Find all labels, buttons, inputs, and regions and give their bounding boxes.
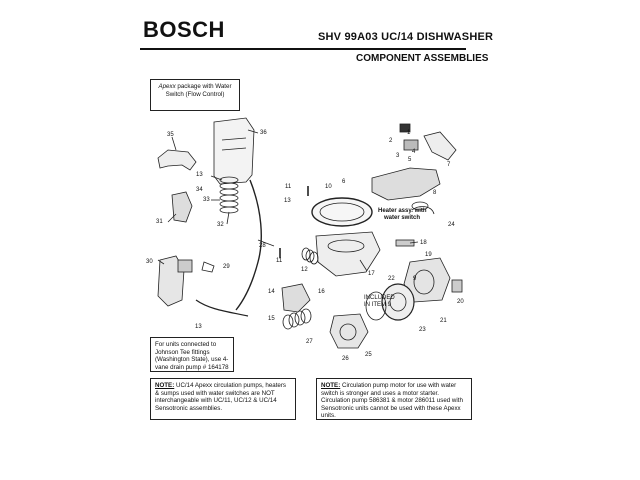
label-part-20: 20 [457, 299, 464, 305]
label-part-30: 30 [146, 259, 153, 265]
heater-label-line1: Heater assy. with [378, 208, 427, 214]
part-inlet-valve [172, 192, 192, 222]
part-spring-12 [302, 248, 318, 264]
label-part-17: 17 [368, 271, 375, 277]
part-clip [202, 262, 214, 272]
note1-text: UC/14 Apexx circulation pumps, heaters & sumps used with water switches are NOT interchangeable with UC/11, UC/12 & UC/14 Sensotronic assemblies. [155, 382, 287, 412]
label-part-27: 27 [306, 339, 313, 345]
label-part-7: 7 [447, 162, 451, 168]
label-part-1: 1 [407, 130, 411, 136]
label-part-35: 35 [167, 132, 174, 138]
label-part-25: 25 [365, 352, 372, 358]
model-title: SHV 99A03 UC/14 DISHWASHER [318, 31, 494, 43]
label-part-21: 21 [440, 318, 447, 324]
part-drain-pump [330, 314, 368, 348]
label-part-6: 6 [342, 179, 346, 185]
label-part-8: 8 [433, 190, 437, 196]
part-bracket [158, 150, 196, 170]
part-sump [316, 232, 380, 276]
label-part-34: 34 [196, 187, 203, 193]
label-part-5: 5 [408, 157, 412, 163]
johnson-tee-callout: For units connected to Johnson Tee fittings (Washington State), use 4-vane drain pump # 164178 [150, 337, 234, 372]
label-part-19: 19 [425, 252, 432, 258]
part-hose [236, 180, 261, 310]
note2-text: Circulation pump motor for use with water switch is stronger and uses a motor starter. Circulation pump 586381 & motor 286011 used with Sensotronic units cannot be used with these Apexx units. [321, 382, 463, 420]
label-part-13a: 13 [196, 172, 203, 178]
label-part-9: 9 [413, 276, 417, 282]
part-water-tank [214, 118, 254, 184]
label-part-11b: 11 [276, 258, 283, 264]
label-part-2: 2 [389, 138, 393, 144]
label-part-16: 16 [318, 289, 325, 295]
label-part-33: 33 [203, 197, 210, 203]
part-drain-valve [282, 284, 310, 312]
label-part-36: 36 [260, 130, 267, 136]
label-part-11a: 11 [285, 184, 292, 190]
label-part-26: 26 [342, 356, 349, 362]
label-part-31: 31 [156, 219, 163, 225]
part-lower-hose [196, 300, 248, 316]
brand-logo: BOSCH [143, 17, 225, 42]
section-title: COMPONENT ASSEMBLIES [356, 53, 489, 64]
part-heater-assembly [372, 168, 440, 200]
label-part-24: 24 [448, 222, 455, 228]
included-label-line1: INCLUDED [364, 295, 395, 301]
label-part-32: 32 [217, 222, 224, 228]
label-part-14: 14 [268, 289, 275, 295]
label-part-13b: 13 [195, 324, 202, 330]
apexx-prefix: Apexx [158, 83, 176, 90]
part-20 [452, 280, 462, 292]
label-part-22: 22 [388, 276, 395, 282]
label-part-23: 23 [419, 327, 426, 333]
label-part-10: 10 [325, 184, 332, 190]
part-sump-ring [312, 198, 372, 226]
included-label-line2: IN ITEM 9 [364, 302, 392, 308]
note2-label: NOTE: [321, 382, 341, 389]
label-part-13c: 13 [284, 198, 291, 204]
label-part-18: 18 [420, 240, 427, 246]
label-part-12: 12 [301, 267, 308, 273]
note1-label: NOTE: [155, 382, 175, 389]
label-part-29: 29 [223, 264, 230, 270]
label-part-15: 15 [268, 316, 275, 322]
label-part-28: 28 [259, 243, 266, 249]
apexx-text: package with Water Switch (Flow Control) [165, 83, 232, 98]
label-part-3: 3 [396, 153, 400, 159]
label-part-4: 4 [412, 149, 416, 155]
heater-label-line2: water switch [384, 215, 421, 221]
